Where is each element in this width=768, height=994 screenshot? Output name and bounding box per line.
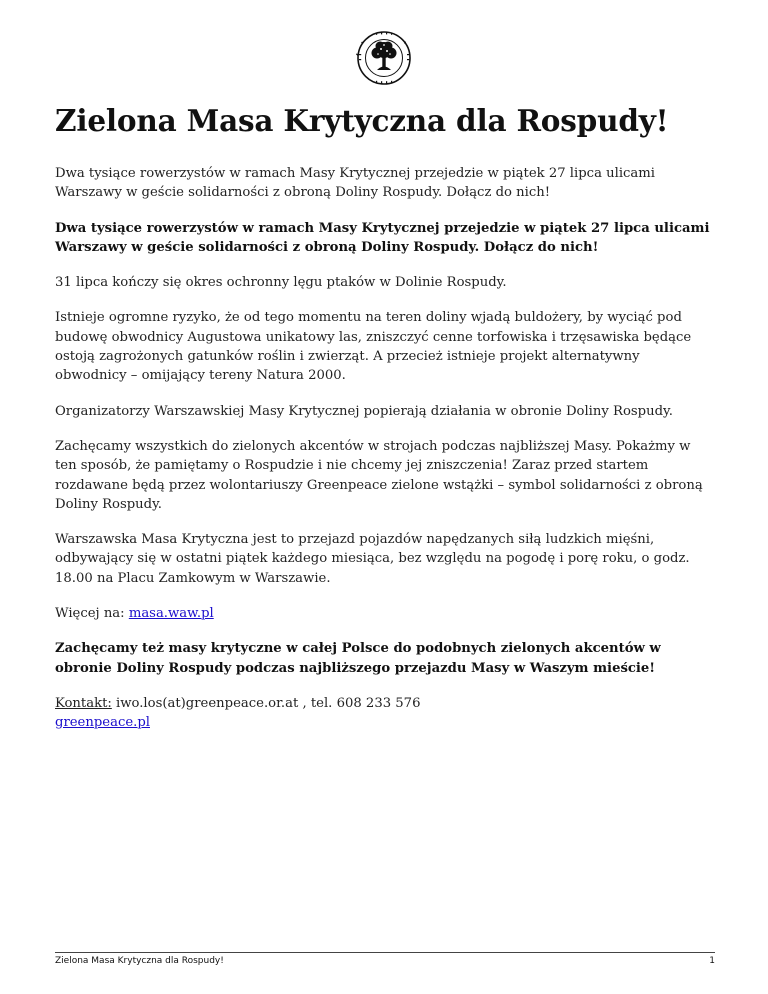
more-info-label: Więcej na: xyxy=(55,606,129,622)
page-number: 1 xyxy=(709,956,715,966)
contact-paragraph xyxy=(55,694,715,733)
tree-seal-logo xyxy=(356,30,412,86)
paragraph-green-accents: Zachęcamy wszystkich do zielonych akcentów w strojach podczas najbliższej Masy. Pokażmy w ten sposób, że pamiętamy o Rospudzie i nie chcemy jej zniszczenia! Zaraz przed startem rozdawane będą przez wolontariuszy Greenpeace zielone wstążki – symbol solidarności z obroną Doliny Rospudy. xyxy=(55,438,703,512)
contact-label: Kontakt: xyxy=(55,695,112,711)
paragraph-closing-date: 31 lipca kończy się okres ochronny lęgu ptaków w Dolinie Rospudy. xyxy=(55,275,507,291)
masa-waw-link[interactable]: masa.waw.pl xyxy=(128,606,214,622)
lead-paragraph: Dwa tysiące rowerzystów w ramach Masy Krytycznej przejedzie w piątek 27 lipca ulicami Warszawy w geście solidarności z obroną Doliny Rospudy. Dołącz do nich! xyxy=(55,220,710,255)
page-footer xyxy=(55,952,715,966)
greenpeace-link[interactable]: greenpeace.pl xyxy=(55,715,150,731)
footer-title: Zielona Masa Krytyczna dla Rospudy! xyxy=(55,956,224,966)
paragraph-organizers: Organizatorzy Warszawskiej Masy Krytycznej popierają działania w obronie Doliny Rospudy. xyxy=(55,403,673,419)
article xyxy=(55,102,715,749)
page-title: Zielona Masa Krytyczna dla Rospudy! xyxy=(55,103,669,138)
contact-details: iwo.los(at)greenpeace.or.at , tel. 608 233 576 xyxy=(111,695,421,711)
more-info-paragraph xyxy=(55,604,715,623)
paragraph-risk: Istnieje ogromne ryzyko, że od tego momentu na teren doliny wjadą buldożery, by wyciąć pod budowę obwodnicy Augustowa unikatowy las, zniszczyć cenne torfowiska i trzęsawiska będące ostoją zagrożonych gatunków roślin i zwierząt. A przecież istnieje projekt alternatywny obwodnicy – omijający tereny Natura 2000. xyxy=(55,310,692,384)
appeal-paragraph: Zachęcamy też masy krytyczne w całej Polsce do podobnych zielonych akcentów w obronie Doliny Rospudy podczas najbliższego przejazdu Masy w Waszym mieście! xyxy=(55,641,661,676)
intro-paragraph: Dwa tysiące rowerzystów w ramach Masy Krytycznej przejedzie w piątek 27 lipca ulicami Warszawy w geście solidarności z obroną Doliny Rospudy. Dołącz do nich! xyxy=(55,166,656,201)
paragraph-critical-mass-info: Warszawska Masa Krytyczna jest to przejazd pojazdów napędzanych siłą ludzkich mięśni, odbywający się w ostatni piątek każdego miesiąca, bez względu na pogodę i porę roku, o godz. 18.00 na Placu Zamkowym w Warszawie. xyxy=(55,532,690,586)
